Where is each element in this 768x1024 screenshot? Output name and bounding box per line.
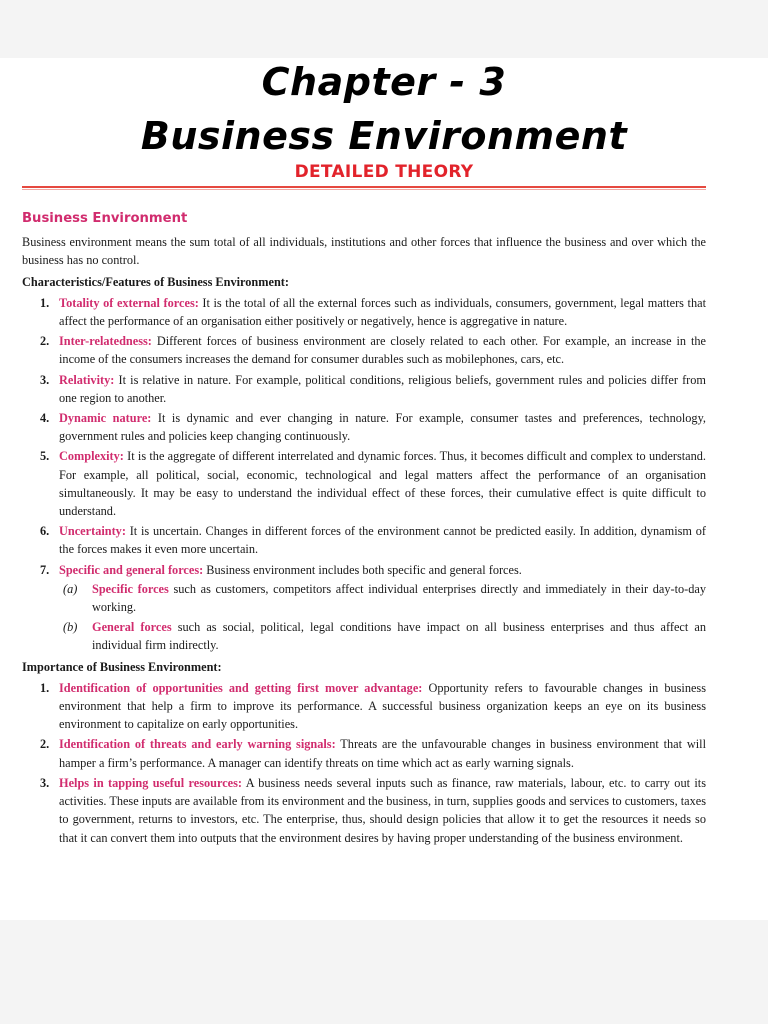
page (0, 58, 768, 920)
sub-list-item: (a) Specific forces such as customers, competitors affect individual enterprises directly and immediately in their day-to-day working. (63, 581, 706, 615)
chapter-title: Business Environment (140, 114, 628, 158)
characteristics-heading: Characteristics/Features of Business Environment: (22, 274, 289, 289)
intro-paragraph: Business environment means the sum total of all individuals, institutions and other forces that influence the business and over which the business has no control. (22, 235, 706, 268)
list-item: 2. Identification of threats and early warning signals: Threats are the unfavourable changes in business environment that will hamper a firm’s performance. A manager can identify threats on time which act as early warning signals. (40, 737, 706, 770)
sub-list-item: (b) General forces such as social, political, legal conditions have impact on all business enterprises and thus affect an individual firm indirectly. (63, 620, 706, 653)
list-item: 3. Relativity: It is relative in nature. For example, political conditions, religious beliefs, government rules and policies differ from one region to another. (40, 372, 706, 405)
section-title: Business Environment (22, 211, 188, 226)
list-item: 6. Uncertainty: It is uncertain. Changes in different forces of the environment cannot be predicted easily. In addition, dynamism of the forces makes it even more uncertain. (40, 524, 706, 557)
list-item: 5. Complexity: It is the aggregate of different interrelated and dynamic forces. Thus, it becomes difficult and complex to understand. For example, all political, social, economic, technological and legal matters affect the performance of an organisation simultaneously. It may be easy to understand the individual effect of these forces, their cumulative effect is quite difficult to understand. (40, 449, 706, 519)
list-item: 3. Helps in tapping useful resources: A business needs several inputs such as finance, raw materials, labour, etc. to carry out its activities. These inputs are available from its environment and the business, in turn, supplies goods and services to customers, taxes to government, returns to investors, etc. The enterprise, thus, should design policies that allow it to get the resources it needs so that it can convert them into outputs that the environment desires by having proper understanding of the business environment. (40, 775, 706, 845)
characteristics-list (22, 294, 706, 655)
chapter-number: Chapter - 3 (261, 60, 507, 104)
importance-list (22, 679, 706, 847)
list-item: 2. Inter-relatedness: Different forces of business environment are closely related to each other. For example, an increase in the income of the consumers increases the demand for consumer durables such as mobilephones, cars, etc. (40, 334, 706, 367)
importance-heading: Importance of Business Environment: (22, 659, 222, 674)
list-item: 1. Totality of external forces: It is the total of all the external forces such as individuals, consumers, government, legal matters that affect the performance of an organisation either positively or negatively, hence is aggregative in nature. (40, 295, 706, 329)
list-item: 7. Specific and general forces: Business environment includes both specific and general forces. (a) Specific forces such as customers, competitors affect individual enterprises directly and immediately in their day-to-day working. (b) General forces such as social, political, legal conditions have impact on all business enterprises and thus affect an individual firm indirectly. (22, 561, 706, 655)
content (22, 210, 706, 849)
header-divider-thin (22, 189, 706, 190)
header-divider (22, 186, 706, 188)
list-item: 4. Dynamic nature: It is dynamic and ever changing in nature. For example, consumer tastes and preferences, technology, government rules and policies keep changing continuously. (40, 411, 706, 444)
forces-sublist (59, 580, 706, 655)
detailed-theory-label: DETAILED THEORY (294, 162, 474, 182)
list-item: 1. Identification of opportunities and getting first mover advantage: Opportunity refers to favourable changes in business environment that help a firm to improve its performance. A successful business organization keeps an eye on its business environment to capitalize on early opportunities. (40, 680, 707, 732)
